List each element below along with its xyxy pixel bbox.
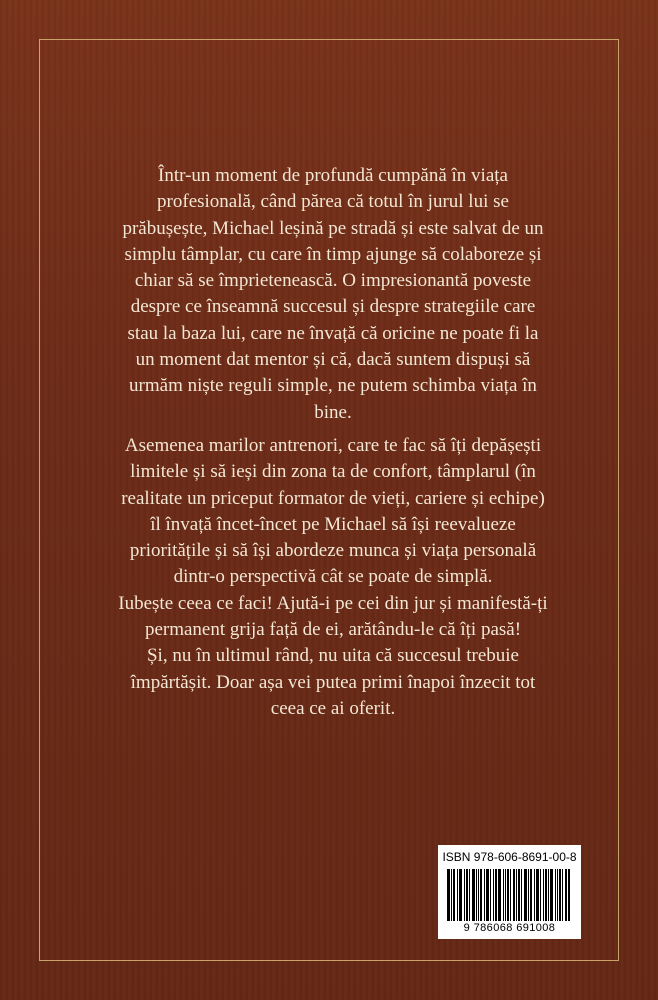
blurb-paragraph-2	[98, 433, 568, 722]
barcode-bar	[524, 869, 525, 921]
barcode-bar	[460, 869, 461, 921]
barcode-bar	[466, 869, 467, 921]
barcode-bar	[507, 869, 508, 921]
barcode-bar	[560, 869, 561, 921]
barcode-bar	[459, 869, 460, 921]
barcode-bar	[562, 869, 563, 921]
barcode-bar	[514, 869, 515, 921]
barcode-bar	[478, 869, 479, 921]
barcode-bar	[448, 869, 449, 921]
barcode-bar	[449, 869, 450, 921]
blurb-line: dintr-o perspectivă cât se poate de simplă.	[173, 566, 493, 588]
barcode-bar	[472, 869, 473, 921]
barcode-bar	[510, 869, 511, 921]
isbn-label: ISBN 978-606-8691-00-8	[442, 850, 577, 864]
blurb-line: limitele și să ieși din zona ta de confort, tâmplarul (în	[130, 461, 536, 483]
barcode-bar	[454, 869, 455, 921]
blurb-paragraph-1	[98, 163, 568, 426]
barcode-bar	[525, 869, 526, 921]
barcode-bar	[555, 869, 556, 921]
blurb-line: împărtășit. Doar așa vei putea primi înapoi înzecit tot	[130, 671, 536, 693]
blurb-line: despre ce înseamnă succesul și despre strategiile care	[130, 296, 536, 318]
blurb-line: profesională, când părea că totul în jurul lui se	[157, 191, 509, 213]
barcode-bar	[493, 869, 494, 921]
barcode-bar	[486, 869, 487, 921]
barcode-bar	[505, 869, 506, 921]
barcode-bar	[534, 869, 535, 921]
blurb-line: simplu tâmplar, cu care în timp ajunge să colaboreze și	[124, 243, 542, 265]
blurb-line: permanent grija față de ei, arătându-le că îți pasă!	[144, 619, 522, 641]
barcode-bar	[508, 869, 509, 921]
blurb-line: chiar să se împrietenească. O impresionantă poveste	[134, 270, 532, 292]
barcode-bar	[464, 869, 465, 921]
barcode-bar	[490, 869, 491, 921]
barcode-bar	[521, 869, 522, 921]
barcode-bar	[499, 869, 500, 921]
barcode-bar	[552, 869, 553, 921]
barcode-bar	[473, 869, 474, 921]
barcode-bar	[516, 869, 517, 921]
barcode-bar	[550, 869, 551, 921]
barcode-bar	[457, 869, 458, 921]
barcode-bar	[548, 869, 549, 921]
blurb-line: urmăm niște reguli simple, ne putem schimba viața în	[129, 375, 537, 397]
barcode-bar	[487, 869, 488, 921]
barcode-bar	[543, 869, 544, 921]
barcode-bar	[569, 869, 570, 921]
blurb-line: bine.	[314, 401, 352, 423]
barcode-bar	[538, 869, 539, 921]
barcode-bar	[467, 869, 468, 921]
barcode-bar	[480, 869, 481, 921]
blurb-line: prăbușește, Michael leșină pe stradă și este salvat de un	[122, 217, 544, 239]
barcode-bar	[488, 869, 489, 921]
blurb-line: stau la baza lui, care ne învață că oricine ne poate fi la	[127, 322, 539, 344]
barcode-bar	[536, 869, 537, 921]
barcode-bar	[503, 869, 504, 921]
barcode-bar	[559, 869, 560, 921]
blurb-line: îl învață încet-încet pe Michael să își reevalueze	[150, 513, 516, 535]
blurb-line: prioritățile și să își abordeze munca și viața personală	[129, 540, 537, 562]
barcode-bar	[500, 869, 501, 921]
barcode-bar	[476, 869, 477, 921]
barcode-bar	[447, 869, 448, 921]
barcode-bar	[566, 869, 567, 921]
barcode-bar	[551, 869, 552, 921]
blurb-line: un moment dat mentor și că, dacă suntem dispuși să	[135, 349, 531, 371]
barcode-bar	[453, 869, 454, 921]
barcode-bar	[526, 869, 527, 921]
barcode-bar	[484, 869, 485, 921]
barcode-bar	[528, 869, 529, 921]
barcode-bar	[565, 869, 566, 921]
barcode-bar	[495, 869, 496, 921]
barcode-bar	[481, 869, 482, 921]
barcode-bar	[469, 869, 470, 921]
blurb-line: Într-un moment de profundă cumpănă în viața	[158, 165, 508, 186]
barcode-bar	[537, 869, 538, 921]
barcode-bar	[530, 869, 531, 921]
barcode-bar	[496, 869, 497, 921]
blurb-line: ceea ce ai oferit.	[270, 697, 396, 719]
barcode-bar	[557, 869, 558, 921]
barcode-bar	[568, 869, 569, 921]
barcode-bar	[513, 869, 514, 921]
barcode-bar	[461, 869, 462, 921]
barcode-bar	[498, 869, 499, 921]
barcode-bar	[545, 869, 546, 921]
barcode-bars	[447, 869, 572, 921]
barcode-bar	[519, 869, 520, 921]
blurb-line: Și, nu în ultimul rând, nu uita că succesul trebuie	[146, 645, 519, 667]
barcode-bar	[540, 869, 541, 921]
barcode-bar	[546, 869, 547, 921]
blurb-line: realitate un priceput formator de vieți, cariere și echipe)	[121, 487, 545, 509]
barcode-bar	[531, 869, 532, 921]
blurb-line: Iubește ceea ce faci! Ajută-i pe cei din jur și manifestă-ți	[118, 592, 548, 614]
isbn-barcode	[438, 845, 581, 939]
barcode-bar	[474, 869, 475, 921]
barcode-digits: 9 786068 691008	[463, 922, 556, 934]
barcode-bar	[451, 869, 452, 921]
barcode-bar	[518, 869, 519, 921]
blurb-line: Asemenea marilor antrenori, care te fac să îți depășești	[124, 435, 542, 456]
